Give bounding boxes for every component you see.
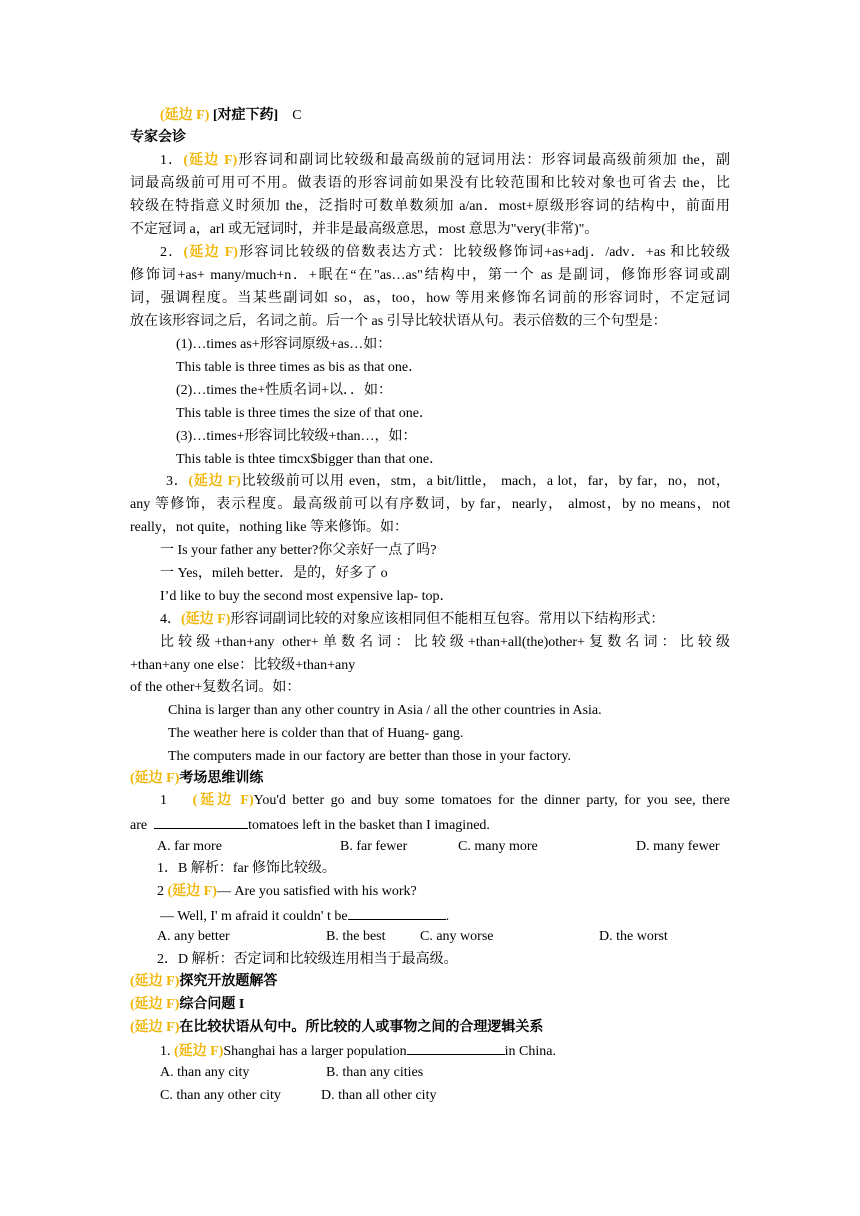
source-tag: (延边 F)	[167, 884, 217, 899]
point-2-line-3: 词，强调程度。当某些副词如 so，as，too，how 等用来修饰名词前的形容词时，不定冠词	[130, 291, 730, 306]
answer-letter: C	[292, 108, 302, 123]
point-number: 2．	[160, 245, 184, 260]
dialog-line-2: 一 Yes，mileh better．是的，好多了 o	[160, 566, 388, 581]
section-title: 考场思维训练	[179, 771, 264, 786]
option-b: B. far fewer	[340, 839, 408, 854]
example-3: This table is thtee timcx$bigger than that one．	[176, 452, 444, 467]
section-title: 探究开放题解答	[179, 974, 278, 989]
point-number: 1．	[160, 153, 184, 168]
point-4-example-1: China is larger than any other country in Asia / all the other countries in Asia.	[168, 703, 602, 718]
point-2-line-2: 修饰词+as+ many/much+n．+眠在“在"as…as"结构中，第一个 as 是副词，修饰形容词或副	[130, 268, 730, 283]
point-1-line-4: 不定冠词 a，arl 或无冠词时，并非是最高级意思，most 意思为"very(非常)"。	[130, 222, 599, 237]
section-heading-expert: 专家会诊	[130, 130, 186, 145]
point-number: 4．	[160, 612, 181, 627]
question-text: You'd better go and buy some tomatoes for the dinner party, for you see, there	[253, 793, 731, 808]
question-2-stem-line-2	[160, 905, 449, 927]
question-number: 2	[157, 884, 164, 899]
section-title: 综合问题 I	[179, 997, 245, 1012]
option-a: A. far more	[157, 839, 222, 854]
section-heading-comprehensive	[130, 995, 244, 1015]
point-text: 形容词和副词比较级和最高级前的冠词用法：形容词最高级前须加 the，副	[237, 153, 730, 168]
question-3-stem	[160, 1040, 556, 1062]
question-text: in China.	[504, 1044, 556, 1059]
option-d: D. the worst	[599, 929, 668, 944]
section-heading-open	[130, 972, 277, 992]
source-tag: (延边 F)	[130, 771, 180, 786]
answer-blank	[407, 1040, 505, 1055]
header-line	[160, 106, 302, 126]
section-heading-logic	[130, 1018, 543, 1038]
option-a: A. any better	[157, 929, 230, 944]
pattern-2: (2)…times the+性质名词+以．．如：	[176, 383, 393, 398]
point-4-line-3: +than+any one else：比较级+than+any	[130, 658, 356, 673]
question-text: tomatoes left in the basket than I imagined.	[248, 818, 490, 833]
pattern-3: (3)…times+形容词比较级+than…，如：	[176, 429, 417, 444]
point-3-line-3: really，not quite，nothing like 等来修饰。如：	[130, 520, 409, 535]
example-1: This table is three times as bis as that one．	[176, 360, 423, 375]
option-d: D. than all other city	[321, 1088, 437, 1103]
point-number: 3．	[166, 474, 189, 489]
point-4-line-4: of the other+复数名词。如：	[130, 680, 301, 695]
answer-blank	[348, 905, 446, 920]
section-title: [对症下药]	[212, 108, 279, 123]
source-tag: (延边 F)	[183, 245, 238, 260]
dialog-line-3: I’d like to buy the second most expensive lap- top．	[160, 589, 454, 604]
point-1-line-3: 较级在特指意义时须加 the，泛指时可数单数须加 a/an．most+原级形容词的结构中，前面用	[130, 199, 730, 214]
point-text: 形容词副词比较的对象应该相同但不能相互包容。常用以下结构形式：	[230, 612, 665, 627]
point-4-line-2: 比较级+than+any other+单数名词：比较级+than+all(the)other+复数名词：比较级	[160, 635, 730, 650]
question-text: .	[445, 909, 450, 924]
question-1-stem-line-2	[130, 814, 490, 836]
question-1-stem-line-1	[160, 791, 730, 811]
question-number: 1	[160, 793, 167, 808]
point-4-example-2: The weather here is colder than that of Huang- gang.	[168, 726, 464, 741]
question-text: Shanghai has a larger population	[223, 1044, 407, 1059]
option-c: C. any worse	[420, 929, 494, 944]
option-c: C. many more	[458, 839, 538, 854]
source-tag: (延边 F)	[130, 974, 180, 989]
point-text: 形容词比较级的倍数表达方式：比较级修饰词+as+adj．/adv．+as 和比较级	[237, 245, 731, 260]
question-text: are	[130, 818, 148, 833]
point-text: 比较级前可以用 even，stm，a bit/little， mach，a lot，far，by far，no，not，	[240, 474, 730, 489]
section-heading-training	[130, 769, 263, 789]
source-tag: (延边 F)	[160, 108, 210, 123]
point-1-line-1	[130, 151, 730, 171]
point-3-line-1	[130, 472, 730, 492]
option-c: C. than any other city	[160, 1088, 281, 1103]
source-tag: (延边 F)	[130, 997, 180, 1012]
question-text: — Well, I' m afraid it couldn' t be	[160, 909, 348, 924]
source-tag: (延边 F)	[174, 1044, 224, 1059]
source-tag: (延边 F)	[181, 612, 231, 627]
pattern-1: (1)…times as+形容词原级+as…如：	[176, 337, 392, 352]
option-b: B. the best	[326, 929, 386, 944]
section-title: 在比较状语从句中。所比较的人或事物之间的合理逻辑关系	[179, 1020, 544, 1035]
example-2: This table is three times the size of that one．	[176, 406, 433, 421]
option-d: D. many fewer	[636, 839, 720, 854]
source-tag: (延边 F)	[192, 793, 254, 808]
question-2-stem-line-1	[157, 882, 417, 902]
question-number: 1.	[160, 1044, 171, 1059]
point-4-example-3: The computers made in our factory are better than those in your factory.	[168, 749, 571, 764]
answer-explanation-1: 1．B 解析：far 修饰比较级。	[157, 861, 336, 876]
option-b: B. than any cities	[326, 1065, 424, 1080]
answer-explanation-2: 2．D 解析：否定词和比较级连用相当于最高级。	[157, 952, 458, 967]
source-tag: (延边 F)	[188, 474, 241, 489]
answer-blank	[154, 814, 248, 829]
option-a: A. than any city	[160, 1065, 250, 1080]
point-2-line-4: 放在该形容词之后，名词之前。后一个 as 引导比较状语从句。表示倍数的三个句型是：	[130, 314, 667, 329]
question-text: — Are you satisfied with his work?	[216, 884, 417, 899]
source-tag: (延边 F)	[130, 1020, 180, 1035]
point-1-line-2: 词最高级前可用可不用。做表语的形容词前如果没有比较范围和比较对象也可省去 the，比	[130, 176, 730, 191]
dialog-line-1: 一 Is your father any better?你父亲好一点了吗?	[160, 543, 437, 558]
point-3-line-2: any 等修饰，表示程度。最高级前可以有序数词，by far，nearly， almost，by no means，not	[130, 497, 730, 512]
source-tag: (延边 F)	[183, 153, 238, 168]
point-4-line-1	[160, 610, 664, 630]
point-2-line-1	[130, 243, 730, 263]
